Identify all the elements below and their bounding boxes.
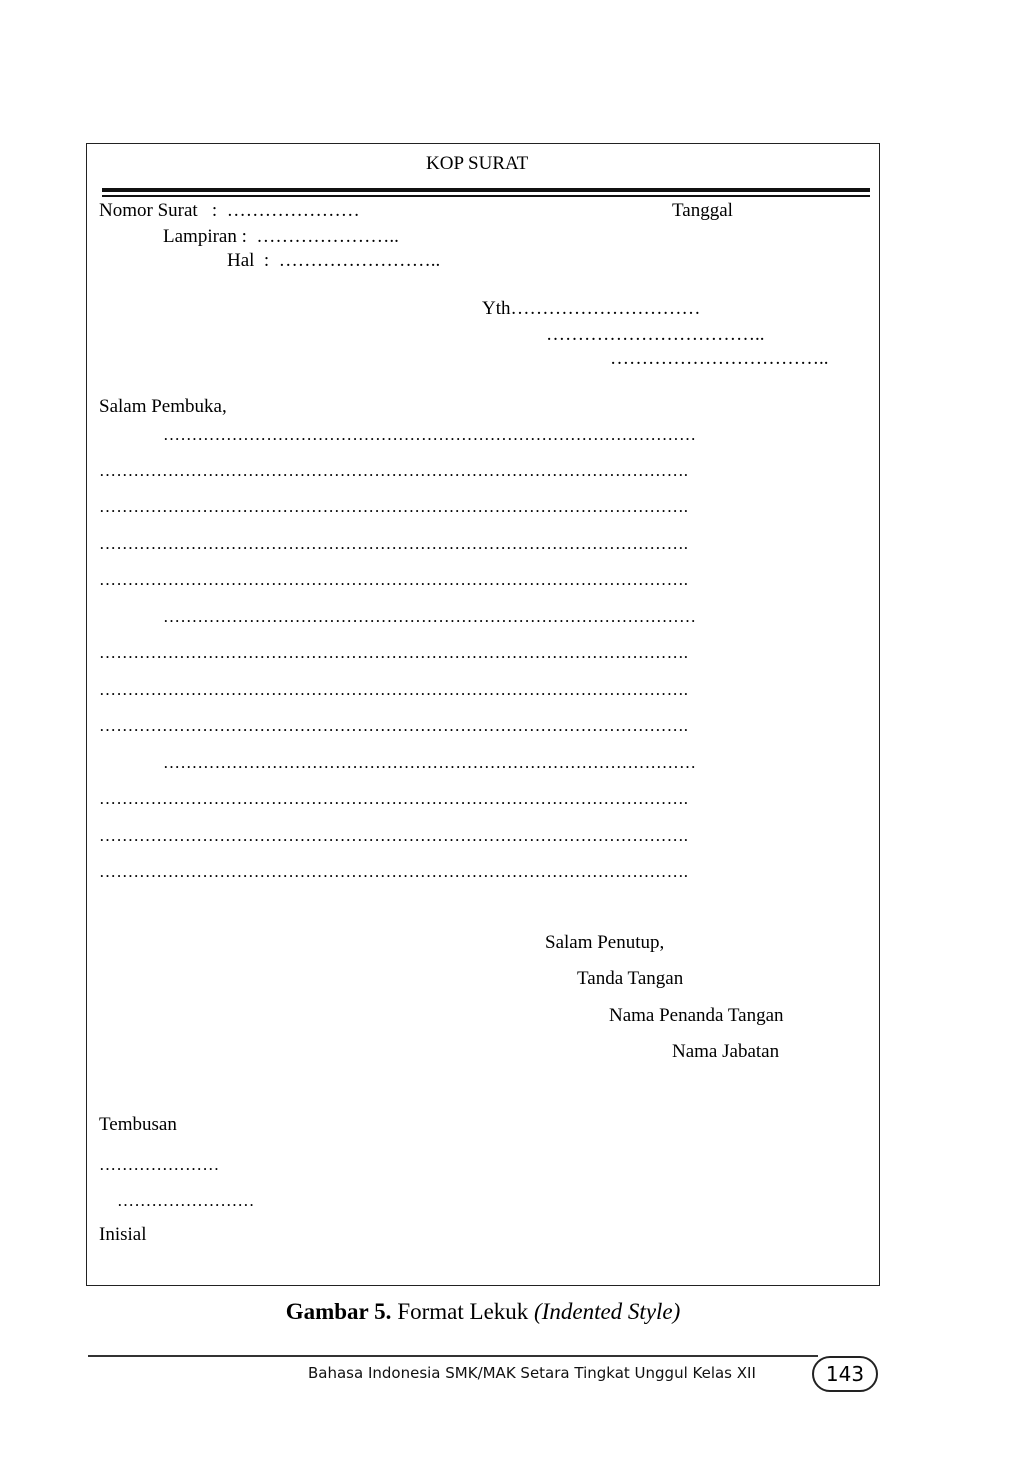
lampiran: Lampiran : …………………..: [163, 226, 399, 247]
nama-jabatan: Nama Jabatan: [672, 1041, 780, 1062]
tanda-tangan: Tanda Tangan: [577, 968, 684, 989]
tembusan-label: Tembusan: [99, 1114, 177, 1135]
body-line: ………………………………………………………………………………………….: [99, 461, 689, 480]
body-line: ………………………………………………………………………………………….: [99, 497, 689, 516]
address-line-3: ……………………………..: [610, 348, 829, 369]
nama-penanda-tangan: Nama Penanda Tangan: [609, 1005, 784, 1026]
page-number: 143: [812, 1356, 878, 1392]
inisial-label: Inisial: [99, 1224, 147, 1245]
body-line: ………………………………………………………………………………………….: [99, 534, 689, 553]
kop-surat-title: KOP SURAT: [426, 153, 529, 174]
tembusan-line: …………………: [99, 1155, 220, 1174]
body-line: ………………………………………………………………………………………….: [99, 826, 689, 845]
body-line: …………………………………………………………………………………: [163, 425, 697, 444]
caption-label: Gambar 5.: [285, 1299, 392, 1324]
kop-rule-thin: [102, 195, 870, 197]
kop-rule-thick: [102, 188, 870, 192]
body-line: ………………………………………………………………………………………….: [99, 862, 689, 881]
salam-penutup: Salam Penutup,: [545, 932, 665, 953]
body-line: …………………………………………………………………………………: [163, 753, 697, 772]
body-line: ………………………………………………………………………………………….: [99, 570, 689, 589]
yth: Yth…………………………: [482, 298, 701, 319]
footer-rule: [88, 1355, 818, 1357]
body-line: ………………………………………………………………………………………….: [99, 716, 689, 735]
tembusan-line: ……………………: [117, 1191, 255, 1210]
address-line-2: ……………………………..: [546, 324, 765, 345]
hal: Hal : ……………………..: [227, 250, 441, 271]
body-line: …………………………………………………………………………………: [163, 607, 697, 626]
nomor-surat: Nomor Surat : …………………: [99, 200, 360, 221]
body-line: ………………………………………………………………………………………….: [99, 789, 689, 808]
body-line: ………………………………………………………………………………………….: [99, 643, 689, 662]
tanggal-label: Tanggal: [672, 200, 733, 221]
caption-italic: (Indented Style): [534, 1299, 681, 1324]
footer-text: Bahasa Indonesia SMK/MAK Setara Tingkat Unggul Kelas XII: [308, 1364, 756, 1382]
figure-caption: [0, 1299, 966, 1325]
body-line: ………………………………………………………………………………………….: [99, 680, 689, 699]
salam-pembuka: Salam Pembuka,: [99, 396, 227, 417]
caption-text: Format Lekuk: [397, 1299, 535, 1324]
